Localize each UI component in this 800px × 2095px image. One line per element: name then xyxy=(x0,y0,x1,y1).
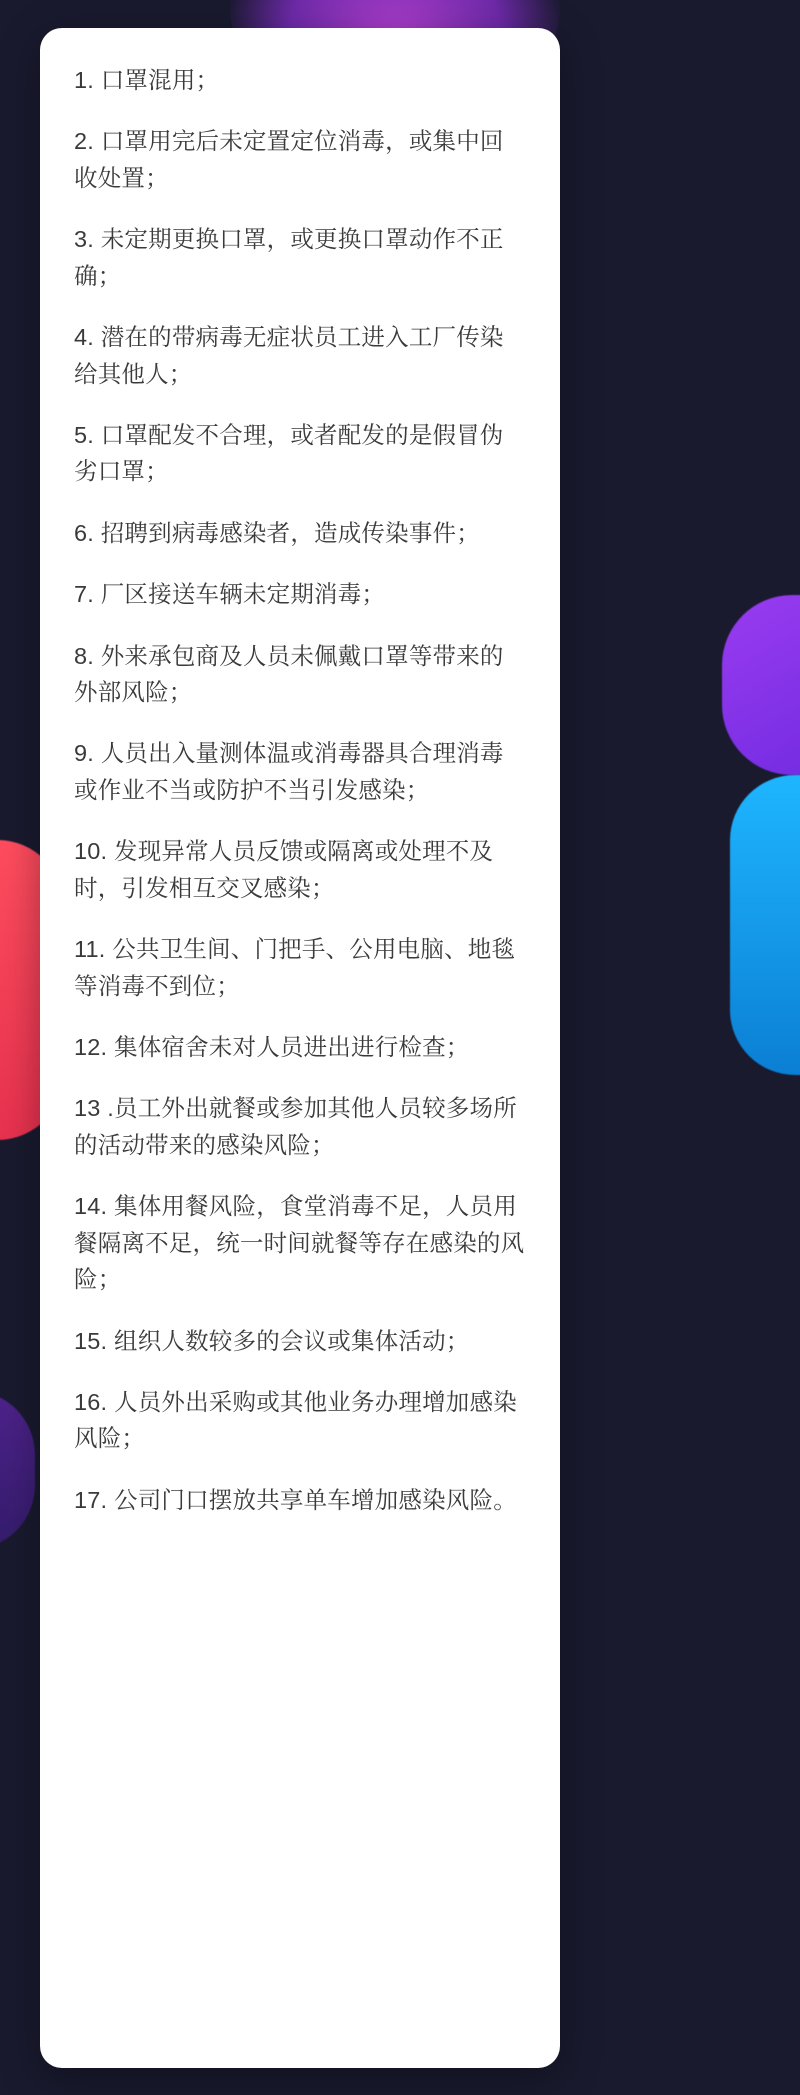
decorative-blob-right-blue xyxy=(730,775,800,1075)
list-item: 5. 口罩配发不合理，或者配发的是假冒伪劣口罩； xyxy=(74,421,504,485)
list-item: 13 .员工外出就餐或参加其他人员较多场所的活动带来的感染风险； xyxy=(74,1095,517,1158)
list-item: 14. 集体用餐风险，食堂消毒不足，人员用餐隔离不足，统一时间就餐等存在感染的风险； xyxy=(74,1193,525,1293)
decorative-blob-left-purple xyxy=(0,1390,35,1550)
list-item: 4. 潜在的带病毒无症状员工进入工厂传染给其他人； xyxy=(74,324,504,387)
list-item: 17. 公司门口摆放共享单车增加感染风险。 xyxy=(74,1486,517,1513)
content-card xyxy=(40,28,560,2068)
list-item: 9. 人员出入量测体温或消毒器具合理消毒或作业不当或防护不当引发感染； xyxy=(74,740,504,803)
list-item: 16. 人员外出采购或其他业务办理增加感染风险； xyxy=(74,1388,517,1452)
list-item: 7. 厂区接送车辆未定期消毒； xyxy=(74,581,386,608)
list-item: 1. 口罩混用； xyxy=(74,67,220,93)
list-item: 3. 未定期更换口罩，或更换口罩动作不正确； xyxy=(74,226,504,289)
list-item: 10. 发现异常人员反馈或隔离或处理不及时，引发相互交叉感染； xyxy=(74,838,494,901)
list-item: 15. 组织人数较多的会议或集体活动； xyxy=(74,1327,470,1354)
list-item: 2. 口罩用完后未定置定位消毒，或集中回收处置； xyxy=(74,128,504,191)
list-item: 8. 外来承包商及人员未佩戴口罩等带来的外部风险； xyxy=(74,642,504,706)
list-item: 11. 公共卫生间、门把手、公用电脑、地毯等消毒不到位； xyxy=(74,936,516,999)
decorative-blob-right-purple xyxy=(722,595,800,775)
list-item: 12. 集体宿舍未对人员进出进行检查； xyxy=(74,1034,470,1061)
list-item: 6. 招聘到病毒感染者，造成传染事件； xyxy=(74,519,480,546)
